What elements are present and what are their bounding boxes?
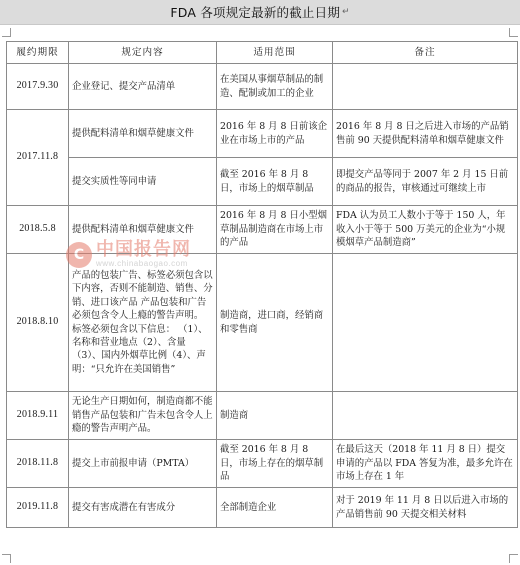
row-scope: 制造商，进口商，经销商和零售商 — [217, 254, 333, 392]
row-scope: 截至 2016 年 8 月 8 日，市场上的烟草制品 — [217, 158, 333, 206]
table-title: FDA 各项规定最新的截止日期 — [170, 5, 341, 20]
title-bar — [0, 0, 520, 25]
table-row — [7, 440, 518, 488]
row-scope: 2016 年 8 月 8 日小型烟草制品制造商在市场上市的产品 — [217, 206, 333, 254]
row-date: 2018.9.11 — [7, 392, 69, 440]
paragraph-mark-icon: ↵ — [342, 7, 350, 17]
table-row — [7, 110, 518, 158]
table-row — [7, 488, 518, 528]
row-scope: 全部制造企业 — [217, 488, 333, 528]
header-content: 规定内容 — [69, 42, 217, 64]
watermark-url: www.chinabaogao.com — [96, 259, 188, 268]
row-content: 提供配料清单和烟草健康文件 — [69, 110, 217, 158]
table-row — [7, 392, 518, 440]
table-row — [7, 158, 518, 206]
row-note: 对于 2019 年 11 月 8 日以后进入市场的产品销售前 90 天提交相关材料 — [333, 488, 518, 528]
table-row — [7, 64, 518, 110]
crop-mark-bottom-right-icon — [509, 554, 518, 563]
row-note: 即提交产品等同于 2007 年 2 月 15 日前的商品的报告，审核通过可继续上市 — [333, 158, 518, 206]
table-row — [7, 206, 518, 254]
row-note: 2016 年 8 月 8 日之后进入市场的产品销售前 90 天提供配料清单和烟草健康文件 — [333, 110, 518, 158]
row-date: 2018.8.10 — [7, 254, 69, 392]
row-note: FDA 认为员工人数小于等于 150 人，年收入小于等于 500 万美元的企业为“小规模烟草产品制造商” — [333, 206, 518, 254]
row-date: 2018.5.8 — [7, 206, 69, 254]
table-row — [7, 254, 518, 392]
row-content: 提交上市前报申请（PMTA） — [69, 440, 217, 488]
crop-mark-top-right-icon — [509, 28, 518, 37]
row-content: 企业登记、提交产品清单 — [69, 64, 217, 110]
crop-mark-bottom-left-icon — [2, 554, 11, 563]
row-date: 2017.11.8 — [7, 110, 69, 206]
row-scope: 截至 2016 年 8 月 8 日，市场上存在的烟草制品 — [217, 440, 333, 488]
row-note — [333, 254, 518, 392]
row-scope: 2016 年 8 月 8 日前该企业在市场上市的产品 — [217, 110, 333, 158]
row-content: 无论生产日期如何，制造商都不能销售产品包装和广告未包含令人上瘾的警告声明产品。 — [69, 392, 217, 440]
row-note: 在最后这天（2018 年 11 月 8 日）提交申请的产品以 FDA 答复为准，最多允许在市场上存在 1 年 — [333, 440, 518, 488]
table-header-row — [7, 42, 518, 64]
row-note — [333, 64, 518, 110]
row-content: 提交有害成潜在有害成分 — [69, 488, 217, 528]
row-note — [333, 392, 518, 440]
watermark-name: 中国报告网 — [96, 239, 191, 260]
row-date: 2017.9.30 — [7, 64, 69, 110]
header-note: 备注 — [333, 42, 518, 64]
row-content: 产品的包装广告、标签必须包含以下内容，否则不能制造、销售、分销、进口该产品 产品包装和广告必须包含令人上瘾的警告声明。 标签必须包含以下信息： （1）、名称和营业地点（2）、含量（3）、国内外烟草比例（4）、声明：“只允许在美国销售” — [69, 254, 217, 392]
row-content: 提交实质性等同申请 — [69, 158, 217, 206]
header-scope: 适用范围 — [217, 42, 333, 64]
row-scope: 制造商 — [217, 392, 333, 440]
crop-mark-top-left-icon — [2, 28, 11, 37]
row-date: 2019.11.8 — [7, 488, 69, 528]
fda-deadline-table — [6, 41, 518, 528]
row-content: 提供配料清单和烟草健康文件 — [69, 206, 217, 254]
row-scope: 在美国从事烟草制品的制造、配制或加工的企业 — [217, 64, 333, 110]
watermark-logo-icon: C — [66, 242, 92, 268]
row-date: 2018.11.8 — [7, 440, 69, 488]
header-deadline: 履约期限 — [7, 42, 69, 64]
